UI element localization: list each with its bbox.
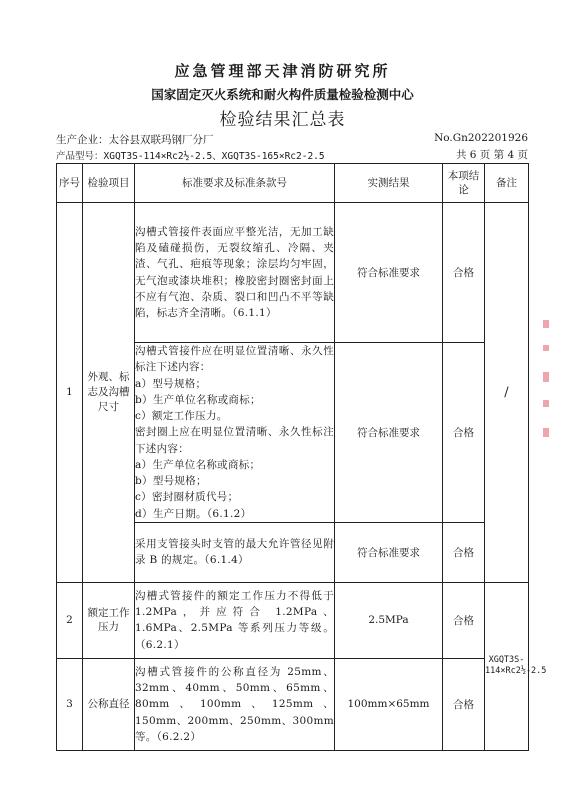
- header-item: 检验项目: [83, 164, 135, 203]
- standard-line: c）密封圈材质代号；: [135, 491, 239, 504]
- row3-no: 3: [57, 658, 83, 750]
- header-conclusion: 本项结论: [443, 164, 485, 203]
- row1-no: 1: [57, 203, 83, 583]
- row3-standard: 沟槽式管接件的公称直径为 25mm、32mm、40mm、50mm、65mm、80mm、100mm、125mm、150mm、200mm、250mm、300mm 等。（6.2.2）: [135, 658, 335, 750]
- table-row: [57, 582, 529, 658]
- page-indicator: 共 6 页 第 4 页: [455, 149, 528, 161]
- header-standard: 标准要求及标准条款号: [135, 164, 335, 203]
- standard-line: a）型号规格；: [135, 377, 207, 390]
- row1-result-1: 符合标准要求: [335, 203, 443, 343]
- standard-line: d）生产日期。（6.1.2）: [135, 507, 252, 520]
- page-title: 检验结果汇总表: [219, 110, 346, 130]
- seal-mark: [543, 372, 549, 382]
- row2-no: 2: [57, 582, 83, 658]
- header-no: 序号: [57, 164, 83, 203]
- row2-standard: 沟槽式管接件的额定工作压力不得低于 1.2MPa，并应符合 1.2MPa、1.6MPa、2.5MPa 等系列压力等级。（6.2.1）: [135, 582, 335, 658]
- row1-conclusion-2: 合格: [443, 343, 485, 523]
- results-table: [56, 163, 547, 751]
- standard-line: a）生产单位名称或商标；: [135, 458, 261, 471]
- seal-mark: [543, 400, 549, 407]
- seal-mark: [543, 428, 549, 437]
- manufacturer: 生产企业：太谷县双联玛钢厂分厂: [56, 134, 214, 146]
- row1-standard-1: 沟槽式管接件表面应平整光洁，无加工缺陷及磕碰损伤，无裂纹缩孔、冷隔、夹渣、气孔、疤痕等现象；涂层均匀牢固，无气泡或漆块堆积；橡胶密封圈密封面上不应有气泡、杂质、裂口和凹凸不平等缺陷，标志齐全清晰。（6.1.1）: [135, 203, 335, 343]
- row2-conclusion: 合格: [443, 582, 485, 658]
- standard-line: c）额定工作压力。: [135, 410, 228, 423]
- row1-conclusion-3: 合格: [443, 522, 485, 582]
- row3-item: 公称直径: [83, 658, 135, 750]
- table-row: [57, 203, 529, 343]
- row2-result: 2.5MPa: [335, 582, 443, 658]
- row1-note: /: [485, 203, 529, 583]
- product-model: 产品型号：XGQT3S-114×Rc2½-2.5、XGQT3S-165×Rc2-2.5: [56, 151, 325, 162]
- header-result: 实测结果: [335, 164, 443, 203]
- standard-line: 密封圈上应在明显位置清晰、永久性标注下述内容：: [135, 426, 334, 455]
- row1-result-2: 符合标准要求: [335, 343, 443, 523]
- table-header-row: [57, 164, 529, 203]
- row1-conclusion-1: 合格: [443, 203, 485, 343]
- report-number: No.Gn202201926: [434, 132, 528, 144]
- seal-mark: [543, 320, 549, 328]
- row3-result: 100mm×65mm: [335, 658, 443, 750]
- row1-result-3: 符合标准要求: [335, 522, 443, 582]
- center-name: 国家固定灭火系统和耐火构件质量检验检测中心: [151, 87, 414, 102]
- row1-standard-3: 采用支管接头时支管的最大允许管径见附录 B 的规定。（6.1.4）: [135, 522, 335, 582]
- seal-mark: [543, 345, 549, 351]
- standard-line: b）生产单位名称或商标；: [135, 393, 261, 406]
- header-note: 备注: [485, 164, 529, 203]
- row2-item: 额定工作压力: [83, 582, 135, 658]
- standard-line: b）型号规格；: [135, 475, 207, 488]
- row1-item: 外观、标志及沟槽尺寸: [83, 203, 135, 583]
- org-name: 应急管理部天津消防研究所: [174, 62, 391, 80]
- table-row: [57, 658, 529, 750]
- row23-note: XGQT3S-114×Rc2½-2.5: [485, 582, 529, 750]
- standard-line: 沟槽式管接件应在明显位置清晰、永久性标注下述内容：: [135, 345, 334, 374]
- row1-standard-2: [135, 343, 335, 523]
- row3-conclusion: 合格: [443, 658, 485, 750]
